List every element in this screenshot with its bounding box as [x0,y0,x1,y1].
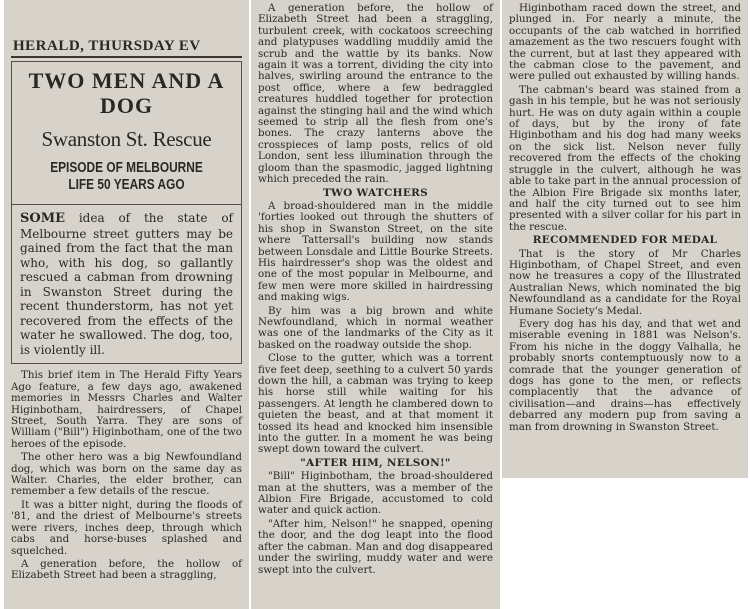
paragraph: Close to the gutter, which was a torrent five feet deep, seething to a culvert 50 yards down the hill, a cabman was trying to keep his horse still while waiting for his passengers. At length he clambered down to quieten the beast, and at that moment it tossed its head and knocked him insensible into the gutter. In a moment he was being swept down toward the culvert. [258,352,493,456]
paragraph: By him was a big brown and white Newfoundland, which in normal weather was one of the landmarks of the City as it basked on the roadway outside the shop. [258,304,493,351]
subhead-recommended-for-medal: RECOMMENDED FOR MEDAL [532,234,718,247]
paragraph: A generation before, the hollow of Elizabeth Street had been a straggling, [11,557,242,582]
paragraph: The cabman's beard was stained from a gash in his temple, but he was not seriously hurt. He was on duty again within a couple of days, but by the irony of fate Higinbotham and his dog had many weeks on the sick list. Nelson never fully recovered from the effects of the choking struggle in the culvert, although he was able to take part in the annual procession of the Albion Fire Brigade six months later, and half the city turned out to see him presented with a silver collar for his part in the rescue. [509,83,741,233]
subdeck: EPISODE OF MELBOURNE LIFE 50 YEARS AGO [50,160,203,194]
column-2 [251,0,500,609]
paragraph: A broad-shouldered man in the middle 'forties looked out through the shutters of his shop in Swanston Street, on the site where Tattersall's building now stands between Lonsdale and Little Bourke Streets. His hairdresser's shop was the oldest and one of the most popular in Melbourne, and few men were more skilled in hairdressing and making wigs. [258,199,493,304]
deck: Swanston St. Rescue [41,127,212,152]
lead-paragraph [20,211,233,357]
paragraph: A generation before, the hollow of Elizabeth Street had been a straggling, turbulent creek, with cockatoos screeching and platypuses waddling muddily amid the scrub and the wattle by its banks. Now again it was a torrent, dividing the city into halves, swirling around the entrance to the post office, where a few bedraggled creatures huddled together for protection against the stinging hail and the wind which seemed to strip all the flesh from one's bones. The crazy lanterns above the crosspieces of lamp posts, relics of old London, sent less illumination through the gloom than the spasmodic, jagged lightning which preceded the rain. [258,2,493,186]
column-1 [4,0,249,609]
paragraph: That is the story of Mr Charles Higinbotham, of Chapel Street, and even now he treasures a copy of the Illustrated Australian News, which nominated the big Newfoundland as a candidate for the Royal Humane Society's Medal. [509,247,741,317]
box-divider [12,204,241,205]
paragraph: It was a bitter night, during the floods of '81, and the driest of Melbourne's streets were rivers, inches deep, through which cabs and horse-buses splashed and squelched. [11,498,242,557]
column-3 [502,0,748,478]
subhead-after-him-nelson: "AFTER HIM, NELSON!" [300,456,451,469]
lead-drop-word: SOME [20,211,66,227]
masthead-dateline: HERALD, THURSDAY EV [13,38,201,54]
headline: TWO MEN AND A DOG [28,68,225,119]
paragraph: This brief item in The Herald Fifty Years Ago feature, a few days ago, awakened memories in Messrs Charles and Walter Higinbotham, hairdressers, of Chapel Street, South Yarra. They are sons of William ("Bill") Higinbotham, one of the two heroes of the episode. [11,369,242,450]
column-1-body [11,370,242,581]
paragraph: "After him, Nelson!" he snapped, opening the door, and the dog leapt into the flood after the cabman. Man and dog disappeared under the swirling, muddy water and were swept into the culvert. [258,517,493,576]
paragraph: Every dog has his day, and that wet and miserable evening in 1881 was Nelson's. From his niche in the doggy Valhalla, he probably snorts contemptuously now to a comrade that the younger generation of dogs has gone to the men, or reflects complacently that the advance of civilisation—and drains—has effectively debarred any modern pup from saving a man from drowning in Swanston Street. [509,317,741,433]
subhead-two-watchers: TWO WATCHERS [322,186,429,199]
paragraph: Higinbotham raced down the street, and plunged in. For nearly a minute, the occupants of the cab watched in horrified amazement as the two rescuers fought with the current, but at last they appeared with the cabman close to the pavement, and were pulled out exhausted by willing hands. [509,2,741,83]
lead-story-box [11,61,242,364]
paragraph: "Bill" Higinbotham, the broad-shouldered man at the shutters, was a member of the Albion Fire Brigade, accustomed to cold water and quick action. [258,470,493,517]
paragraph: The other hero was a big Newfoundland dog, which was born on the same day as Walter. Charles, the elder brother, can remember a few details of the rescue. [11,451,242,498]
lead-text: idea of the state of Melbourne street gutters may be gained from the fact that the man who, with his dog, so gallantly rescued a cabman from drowning in Swanston Street during the recent thunderstorm, has not yet recovered from the effects of the water he swallowed. The dog, too, is violently ill. [20,211,233,357]
masthead-rule [11,56,242,58]
